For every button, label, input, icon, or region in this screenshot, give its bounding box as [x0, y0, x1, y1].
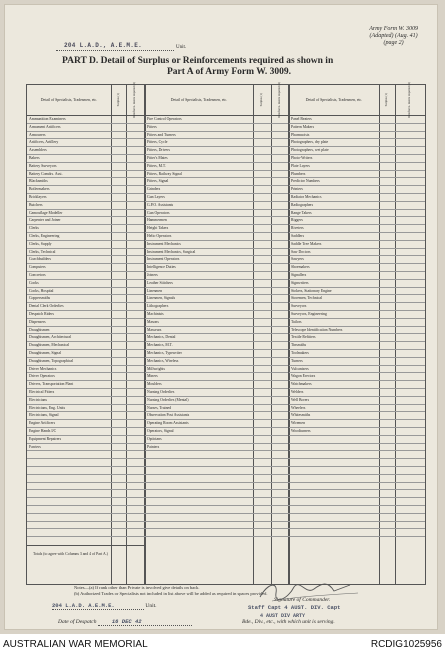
table-row: Fitters [145, 124, 288, 132]
table-row [289, 436, 425, 444]
table-row: Plumbers [289, 171, 425, 179]
table-row: Painters [145, 444, 288, 452]
table-row: Plate Layers [289, 163, 425, 171]
table-row: Operators, Signal [145, 428, 288, 436]
table-row: Linesmen, Signals [145, 295, 288, 303]
table-row: Height Takers [145, 225, 288, 233]
table-row: Nursing Orderlies [145, 389, 288, 397]
table-row: Despatch Riders [27, 311, 144, 319]
header-reinf-2: Reinforce- ments required (2) [276, 82, 281, 118]
table-row: Mechanics, Wireless [145, 358, 288, 366]
header-reinf-3: Reinforce- ments required (2) [407, 82, 412, 118]
table-row: Blacksmiths [27, 178, 144, 186]
table-row: Driver Mechanics [27, 366, 144, 374]
table-row: Mechanics, Typewriter [145, 350, 288, 358]
table-row: Storemen, Technical [289, 295, 425, 303]
unit-label: Unit. [176, 45, 187, 50]
table-row: G.P.O. Assistants [145, 202, 288, 210]
handwritten-signature [254, 575, 364, 605]
blank-row [27, 514, 425, 522]
blank-row [27, 467, 425, 475]
table-row: Electricians, Eng. Units [27, 405, 144, 413]
table-row: Welders [289, 389, 425, 397]
header-surplus-2: Surplus (1) [259, 93, 264, 107]
blank-row [27, 459, 425, 467]
signature-label: Signature of Commander. [274, 597, 331, 603]
header-specialists-2: Detail of Specialists, Tradesmen, etc. [170, 97, 228, 102]
table-row: Bakers [27, 155, 144, 163]
table-row: Printers [289, 186, 425, 194]
table-row: Gun Operators [145, 210, 288, 218]
table-row [289, 444, 425, 452]
table-row: Clerks [27, 225, 144, 233]
table-row: Gun Layers [145, 194, 288, 202]
blank-row [27, 529, 425, 537]
table-row: Pattern Makers [289, 124, 425, 132]
table-row: Artificers, Artillery [27, 139, 144, 147]
table-row: Watchmakers [289, 381, 425, 389]
table-header [27, 82, 425, 118]
table-row: Surveyors [289, 303, 425, 311]
table-row: Helio Operators [145, 233, 288, 241]
table-row: Electricians [27, 397, 144, 405]
table-row: Driver Operators [27, 373, 144, 381]
note-a: Notes—(a) If rank other than Private is involved give details on back. [74, 585, 200, 590]
footer-unit-label: Unit. [145, 603, 157, 609]
table-row: Fitters, Railway Signal [145, 171, 288, 179]
table-row: Armourers [27, 132, 144, 140]
table-row: Fitters, Signal [145, 178, 288, 186]
table-row: Signwriters [289, 280, 425, 288]
table-row: Wiremen [289, 420, 425, 428]
table-row: Whitesmiths [289, 412, 425, 420]
table-row: Instrument Mechanics [145, 241, 288, 249]
table-row: Pharmacists [289, 132, 425, 140]
table-row: Computers [27, 264, 144, 272]
caption-right: RCDIG1025956 [370, 639, 442, 650]
table-row: Hammermen [145, 217, 288, 225]
signature-stamp: Staff Capt 4 AUST. DIV. Capt [248, 604, 341, 611]
table-row: Joiners [145, 272, 288, 280]
table-row: Turners [289, 358, 425, 366]
table-row: Bricklayers [27, 194, 144, 202]
table-row: Engine Artificers [27, 420, 144, 428]
table-row: Nurses, Trained [145, 405, 288, 413]
table-row: Riggers [289, 217, 425, 225]
formation-stamp: 4 AUST DIV ARTY [260, 613, 306, 619]
table-row: Grinders [145, 186, 288, 194]
blank-row [27, 490, 425, 498]
table-row: Drivers, Transportation Plant [27, 381, 144, 389]
table-row: Radiographers [289, 202, 425, 210]
part-title: PART D. Detail of Surplus or Reinforcements required as shown in [62, 56, 334, 66]
table-row: Cooks, Hospital [27, 288, 144, 296]
table-row: Butchers [27, 202, 144, 210]
table-row: Carpenter and Joiner [27, 217, 144, 225]
table-row: Equipment Repairers [27, 436, 144, 444]
table-row: Opticians [145, 436, 288, 444]
table-row: Electrical Fitters [27, 389, 144, 397]
table-row: Instrument Operators [145, 256, 288, 264]
table-row: Linesmen [145, 288, 288, 296]
table-row: Cooks [27, 280, 144, 288]
table-row: Lithographers [145, 303, 288, 311]
table-row: Vulcanisers [289, 366, 425, 374]
despatch-line [58, 618, 192, 626]
table-row: Draughtsmen [27, 327, 144, 335]
unit-line [56, 42, 174, 51]
table-row: Riveters [289, 225, 425, 233]
table-row: Concretors [27, 272, 144, 280]
table-row: Moulders [145, 381, 288, 389]
blank-row [27, 483, 425, 491]
table-row: Fitters, Cycle [145, 139, 288, 147]
table-row: Wheelers [289, 405, 425, 413]
table-row: Fitters and Turners [145, 132, 288, 140]
table-row: Surveyors, Engineering [289, 311, 425, 319]
table-row: Fitters, M.T. [145, 163, 288, 171]
table-row: Battery Comdrs. Asst. [27, 171, 144, 179]
note-b: (b) Authorized Trades or Specialists not included in list above will be added as required in spaces provided. [74, 590, 268, 596]
table-row: Well Borers [289, 397, 425, 405]
part-subtitle: Part A of Army Form W. 3009. [167, 67, 292, 77]
form-reference [369, 26, 418, 47]
notes [74, 585, 267, 596]
table-row: Stokers, Stationary Engine [289, 288, 425, 296]
footer-unit-stamp: 204 L.A.D. A.E.M.E. [52, 602, 115, 609]
header-surplus-3: Surplus (1) [384, 93, 389, 107]
table-row: Dental Clerk Orderlies [27, 303, 144, 311]
table-row: Toolmakers [289, 350, 425, 358]
form-sub-text: (Adapted) (Aug. 41) [369, 33, 418, 39]
header-specialists-1: Detail of Specialists, Tradesmen, etc. [40, 97, 98, 102]
caption-left: AUSTRALIAN WAR MEMORIAL [3, 639, 148, 650]
table-row: Fire Control Operators [145, 116, 288, 124]
table-row: Masons [145, 319, 288, 327]
table-row: Millwrights [145, 366, 288, 374]
blank-row [27, 498, 425, 506]
table-row: Farriers [27, 444, 144, 452]
form-page [4, 4, 438, 630]
table-row: Mechanics, Dental [145, 334, 288, 342]
header-specialists-3: Detail of Specialists, Tradesmen, etc. [305, 97, 363, 102]
table-row: Draughtsmen, Architectural [27, 334, 144, 342]
table-row: Operating Room Assistants [145, 420, 288, 428]
table-row: Coachbuilders [27, 256, 144, 264]
table-row: Assemblers [27, 147, 144, 155]
table-row: Photo-Writers [289, 155, 425, 163]
formation-label: Bde., Div., etc., with which unit is serving. [242, 619, 335, 625]
blank-row [27, 451, 425, 459]
table-row: Clerks, Engineering [27, 233, 144, 241]
table-row: Tailors [289, 319, 425, 327]
totals-note: Totals (to agree with Columns 3 and 4 of Part A.) [27, 545, 145, 584]
table-row: Shoemakers [289, 264, 425, 272]
table-row: Woodturners [289, 428, 425, 436]
table-row: Photographers, wet plate [289, 147, 425, 155]
table-row: Battery Surveyors [27, 163, 144, 171]
table-row: Instrument Mechanics, Surgical [145, 249, 288, 257]
caption-bar [0, 634, 445, 654]
table-row: Leather Stitchers [145, 280, 288, 288]
table-row: Radiator Mechanics [289, 194, 425, 202]
form-page-number: (page 2) [383, 40, 404, 46]
despatch-label: Date of Despatch [58, 619, 97, 625]
table-row: Draughtsmen, Mechanical [27, 342, 144, 350]
table-row: Fitter's Mates [145, 155, 288, 163]
table-row: Boilermakers [27, 186, 144, 194]
table-row: Photographers, dry plate [289, 139, 425, 147]
table-row: Machinists [145, 311, 288, 319]
table-row: Saddle Tree Makers [289, 241, 425, 249]
table-row: Clerks, Supply [27, 241, 144, 249]
table-row: Telescope Identification Numbers [289, 327, 425, 335]
table-row: Miners [145, 373, 288, 381]
table-row: Signallers [289, 272, 425, 280]
table-row: Sawyers [289, 256, 425, 264]
header-surplus-1: Surplus (1) [115, 93, 120, 107]
table-row: Panel Beaters [289, 116, 425, 124]
table-row: Camouflage Modeller [27, 210, 144, 218]
despatch-date: 16 DEC 42 [111, 618, 142, 625]
table-row: Tinsmiths [289, 342, 425, 350]
table-row: Engine Hands I/C [27, 428, 144, 436]
table-row: Clerks, Technical [27, 249, 144, 257]
unit-stamp: 204 L.A.D., A.E.M.E. [64, 42, 143, 49]
blank-row [27, 475, 425, 483]
table-row: Ammunition Examiners [27, 116, 144, 124]
specialists-table [26, 84, 426, 585]
table-row: Draughtsmen, Signal [27, 350, 144, 358]
table-row: Nursing Orderlies (Mental) [145, 397, 288, 405]
table-row: Observation Post Assistants [145, 412, 288, 420]
table-row: Range Takers [289, 210, 425, 218]
blank-row [27, 506, 425, 514]
header-reinf-1: Reinforce- ments required (2) [132, 82, 137, 118]
table-row: Saw Doctors [289, 249, 425, 257]
table-row: Dispensers [27, 319, 144, 327]
table-row: Saddlers [289, 233, 425, 241]
table-row: Fitters, Drivers [145, 147, 288, 155]
blank-row [27, 522, 425, 530]
table-row: Electricians, Signal [27, 412, 144, 420]
table-row: Mechanics, M.T. [145, 342, 288, 350]
footer-unit [52, 602, 157, 610]
table-row: Textile Refitters [289, 334, 425, 342]
table-row: Intelligence Duties [145, 264, 288, 272]
table-row: Coppersmiths [27, 295, 144, 303]
form-ref-text: Army Form W. 3009 [369, 26, 418, 32]
table-row: Wagon Erectors [289, 373, 425, 381]
table-row: Draughtsmen, Topographical [27, 358, 144, 366]
table-row: Masseurs [145, 327, 288, 335]
table-row: Armament Artificers [27, 124, 144, 132]
table-row: Predictor Numbers [289, 178, 425, 186]
